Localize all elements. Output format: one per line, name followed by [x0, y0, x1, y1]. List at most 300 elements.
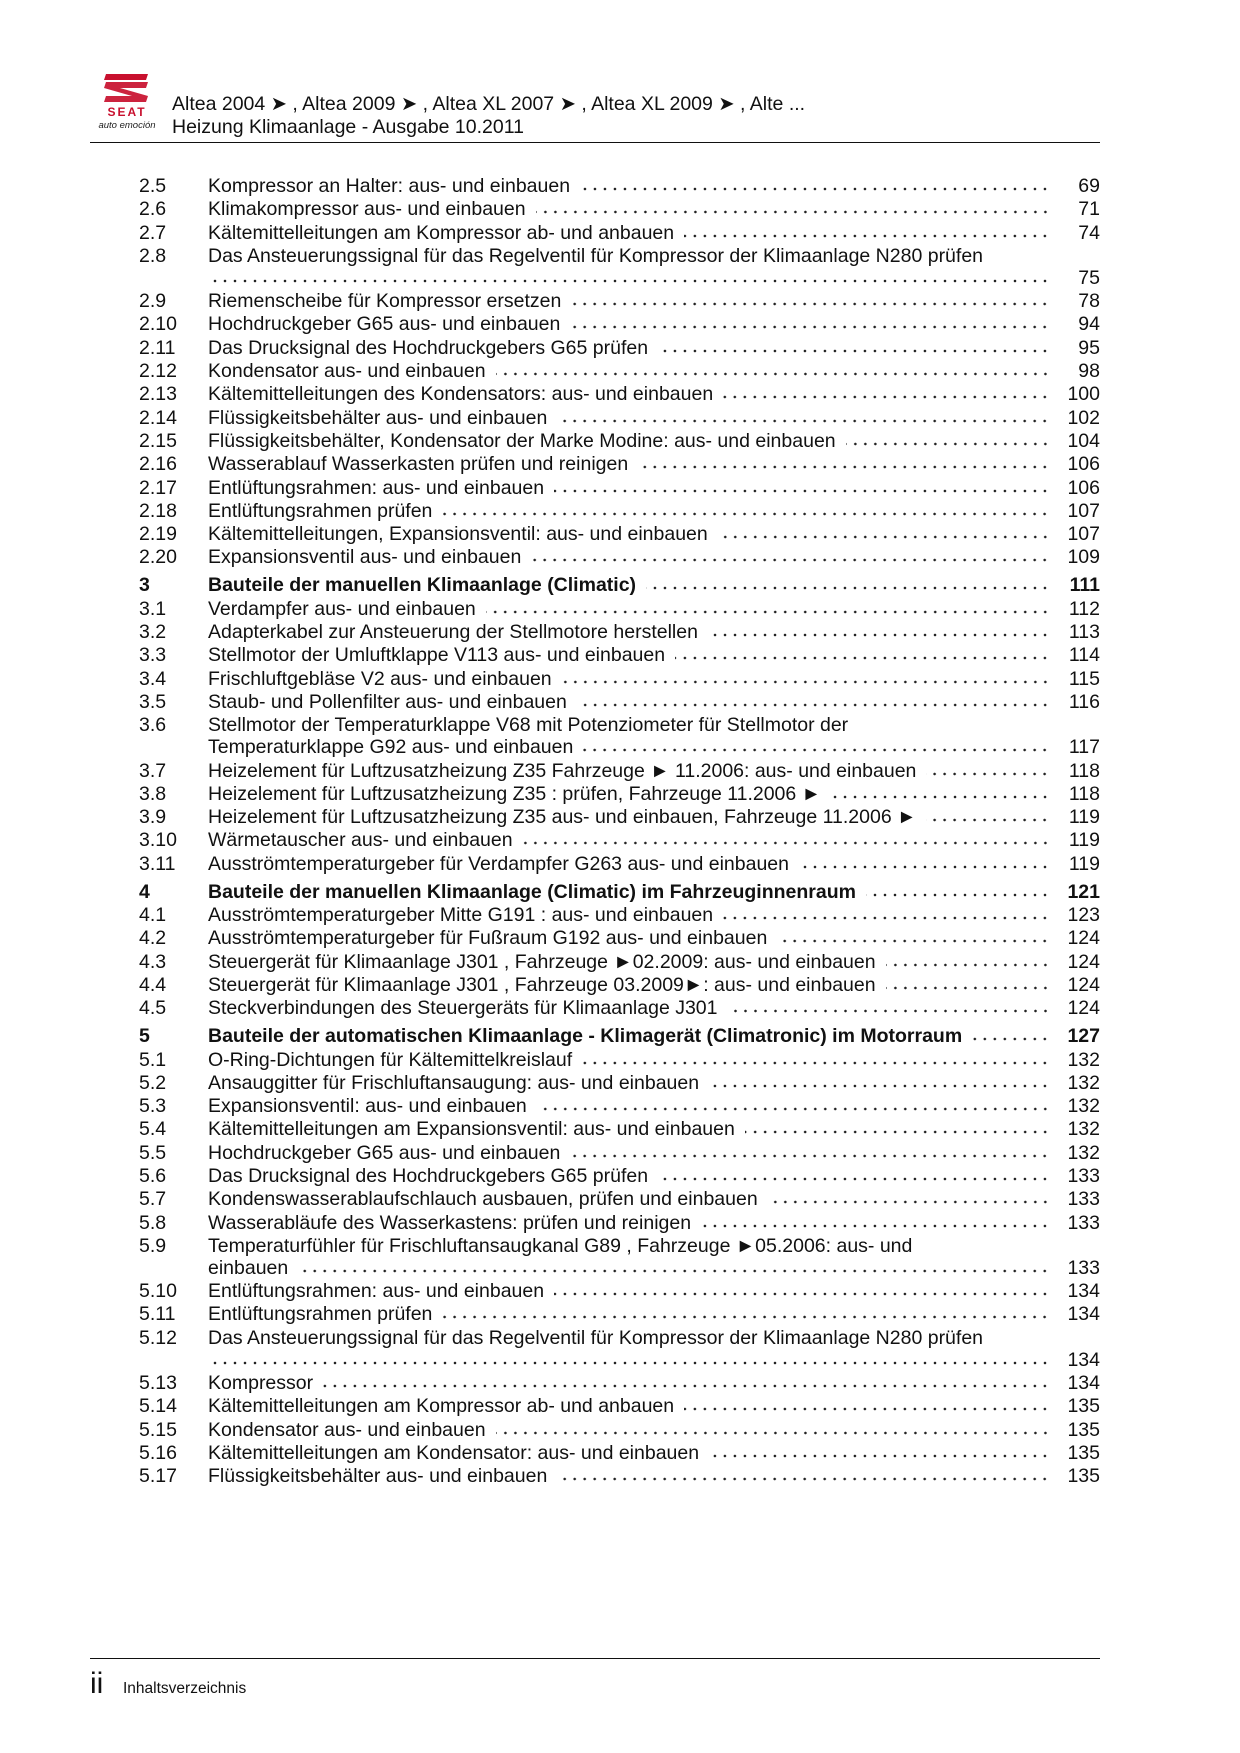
- toc-page-number: 132: [1067, 1048, 1100, 1071]
- toc-entry-title-continued: Temperaturklappe G92 aus- und einbauen: [208, 736, 574, 759]
- toc-page-number: 75: [1078, 266, 1100, 289]
- toc-page-number: 78: [1078, 290, 1100, 313]
- toc-page-number: 124: [1067, 927, 1100, 950]
- toc-entry-number: 3.5: [139, 690, 167, 713]
- toc-entry-number: 2.12: [139, 360, 177, 383]
- toc-entry-title: Kältemittelleitungen am Kompressor ab- und anbauen: [208, 1395, 675, 1418]
- toc-entry-number: 2.9: [139, 290, 167, 313]
- toc-entry-row[interactable]: [139, 430, 1100, 452]
- toc-entry-title: Flüssigkeitsbehälter aus- und einbauen: [208, 406, 548, 429]
- toc-page-number: 69: [1078, 175, 1100, 197]
- toc-entry-row[interactable]: [139, 1303, 1100, 1325]
- toc-entry-number: 4: [139, 880, 150, 903]
- toc-entry-body: [208, 1303, 1100, 1325]
- dot-leader: [580, 187, 1050, 191]
- toc-page-number: 135: [1067, 1418, 1100, 1441]
- toc-page-number: 133: [1067, 1256, 1100, 1279]
- dot-leader: [723, 395, 1050, 399]
- toc-page-number: 134: [1067, 1280, 1100, 1303]
- toc-entry-number: 3.8: [139, 782, 167, 805]
- dot-leader: [675, 656, 1050, 660]
- svg-text:auto emoción: auto emoción: [98, 120, 156, 130]
- seat-logo-icon: [90, 70, 164, 130]
- toc-entry-number: 3.9: [139, 806, 167, 829]
- toc-entry-row[interactable]: [139, 1072, 1100, 1094]
- toc-entry-title: Steuergerät für Klimaanlage J301 , Fahrzeuge ►02.2009: aus- und einbauen: [208, 950, 876, 973]
- toc-entry-number: 5.17: [139, 1465, 177, 1488]
- toc-entry-row[interactable]: [139, 1188, 1100, 1210]
- toc-entry-number: 2.20: [139, 546, 177, 569]
- toc-entry-row[interactable]: [139, 1118, 1100, 1140]
- toc-page-number: 135: [1067, 1465, 1100, 1488]
- toc-entry-title: Kältemittelleitungen am Kondensator: aus- und einbauen: [208, 1441, 700, 1464]
- toc-entry-body: [208, 1372, 1100, 1394]
- toc-entry-body: [208, 245, 1100, 289]
- toc-entry-title: Wärmetauscher aus- und einbauen: [208, 829, 513, 852]
- toc-entry-title: Riemenscheibe für Kompressor ersetzen: [208, 290, 562, 313]
- toc-entry-number: 4.1: [139, 904, 167, 927]
- toc-page-number: 107: [1067, 523, 1100, 546]
- toc-page-number: 135: [1067, 1441, 1100, 1464]
- toc-page-number: 112: [1068, 597, 1100, 620]
- toc-entry-body: [208, 523, 1100, 545]
- dot-leader: [562, 680, 1050, 684]
- toc-entry-body: [208, 337, 1100, 359]
- toc-entry-number: 5: [139, 1025, 150, 1048]
- toc-entry-row[interactable]: [139, 523, 1100, 545]
- toc-entry-title: Kältemittelleitungen am Expansionsventil: aus- und einbauen: [208, 1118, 735, 1141]
- toc-entry-number: 4.3: [139, 950, 167, 973]
- toc-entry-body: [208, 1095, 1100, 1117]
- toc-entry-row[interactable]: [139, 853, 1100, 875]
- toc-entry-body: [208, 904, 1100, 926]
- toc-entry-number: 2.6: [139, 198, 167, 221]
- toc-entry-row[interactable]: [139, 760, 1100, 782]
- dot-leader: [972, 1037, 1050, 1041]
- dot-leader: [777, 939, 1050, 943]
- toc-entry-body: [208, 806, 1100, 828]
- dot-leader: [708, 633, 1050, 637]
- toc-entry-row[interactable]: [139, 500, 1100, 522]
- toc-entry-body: [208, 222, 1100, 244]
- dot-leader: [496, 372, 1050, 376]
- toc-page-number: 95: [1078, 336, 1100, 359]
- toc-entry-row[interactable]: [139, 691, 1100, 713]
- toc-page-number: 109: [1067, 546, 1100, 569]
- toc-entry-body: [208, 574, 1100, 596]
- toc-entry-body: [208, 1419, 1100, 1441]
- dot-leader: [298, 1269, 1050, 1273]
- toc-entry-body: [208, 477, 1100, 499]
- toc-entry-title: Kompressor an Halter: aus- und einbauen: [208, 175, 571, 197]
- toc-entry-body: [208, 997, 1100, 1019]
- toc-entry-row[interactable]: [139, 198, 1100, 220]
- dot-leader: [496, 1431, 1050, 1435]
- toc-entry-row[interactable]: [139, 904, 1100, 926]
- toc-entry-row[interactable]: [139, 1395, 1100, 1417]
- dot-leader: [718, 535, 1050, 539]
- toc-entry-body: [208, 313, 1100, 335]
- toc-entry-row[interactable]: [139, 1442, 1100, 1464]
- toc-page-number: 114: [1068, 644, 1100, 667]
- toc-entry-title: Bauteile der manuellen Klimaanlage (Climatic): [208, 574, 637, 597]
- toc-page-number: 106: [1067, 476, 1100, 499]
- toc-entry-number: 5.5: [139, 1141, 167, 1164]
- toc-entry-title: Das Ansteuerungssignal für das Regelventil für Kompressor der Klimaanlage N280 prüfen: [208, 244, 984, 267]
- toc-entry-title: Ausströmtemperaturgeber für Fußraum G192 aus- und einbauen: [208, 927, 768, 950]
- toc-entry-title: Das Ansteuerungssignal für das Regelventil für Kompressor der Klimaanlage N280 prüfen: [208, 1326, 984, 1349]
- toc-page-number: 116: [1068, 690, 1100, 713]
- dot-leader: [323, 1384, 1050, 1388]
- toc-page-number: 123: [1067, 904, 1100, 927]
- dot-leader: [926, 772, 1050, 776]
- toc-entry-title: Flüssigkeitsbehälter aus- und einbauen: [208, 1465, 548, 1488]
- header-manual-title: Heizung Klimaanlage - Ausgabe 10.2011: [172, 116, 524, 138]
- dot-leader: [554, 1292, 1050, 1296]
- toc-entry-number: 4.5: [139, 997, 167, 1020]
- toc-page-number: 135: [1067, 1395, 1100, 1418]
- dot-leader: [582, 1061, 1050, 1065]
- toc-entry-row[interactable]: [139, 1165, 1100, 1187]
- dot-leader: [886, 963, 1050, 967]
- toc-entry-body: [208, 621, 1100, 643]
- toc-entry-row[interactable]: [139, 1049, 1100, 1071]
- toc-entry-row[interactable]: [139, 1235, 1100, 1279]
- header-vehicle-models: Altea 2004 ➤ , Altea 2009 ➤ , Altea XL 2007 ➤ , Altea XL 2009 ➤ , Alte ...: [172, 93, 806, 115]
- toc-entry-title: Entlüftungsrahmen: aus- und einbauen: [208, 1280, 545, 1303]
- toc-entry-number: 2.14: [139, 406, 177, 429]
- toc-page-number: 127: [1067, 1025, 1100, 1048]
- toc-entry-body: [208, 881, 1100, 903]
- toc-entry-title: Expansionsventil: aus- und einbauen: [208, 1095, 527, 1118]
- dot-leader: [723, 916, 1050, 920]
- dot-leader: [208, 279, 1050, 283]
- dot-leader: [846, 442, 1050, 446]
- toc-entry-body: [208, 714, 1100, 758]
- dot-leader: [684, 1407, 1050, 1411]
- toc-entry-number: 2.17: [139, 476, 177, 499]
- toc-entry-number: 2.10: [139, 313, 177, 336]
- toc-entry-title: Bauteile der manuellen Klimaanlage (Climatic) im Fahrzeuginnenraum: [208, 880, 856, 903]
- toc-entry-row[interactable]: [139, 668, 1100, 690]
- toc-page-number: 107: [1067, 499, 1100, 522]
- toc-entry-row[interactable]: [139, 383, 1100, 405]
- toc-page-number: 132: [1067, 1071, 1100, 1094]
- toc-entry-title: Das Drucksignal des Hochdruckgebers G65 prüfen: [208, 1164, 649, 1187]
- toc-entry-body: [208, 290, 1100, 312]
- toc-entry-number: 4.4: [139, 973, 167, 996]
- dot-leader: [646, 586, 1050, 590]
- toc-entry-number: 5.10: [139, 1280, 177, 1303]
- toc-entry-number: 3: [139, 574, 150, 597]
- toc-entry-body: [208, 1072, 1100, 1094]
- toc-entry-title: Wasserablauf Wasserkasten prüfen und reinigen: [208, 453, 629, 476]
- toc-page-number: 133: [1067, 1164, 1100, 1187]
- toc-entry-number: 5.1: [139, 1048, 167, 1071]
- toc-entry-number: 2.15: [139, 429, 177, 452]
- toc-page-number: 124: [1067, 973, 1100, 996]
- toc-entry-body: [208, 546, 1100, 568]
- toc-entry-title: Ansauggitter für Frischluftansaugung: aus- und einbauen: [208, 1071, 700, 1094]
- dot-leader: [208, 1361, 1050, 1365]
- toc-entry-body: [208, 951, 1100, 973]
- toc-entry-row[interactable]: [139, 806, 1100, 828]
- toc-entry-body: [208, 691, 1100, 713]
- toc-entry-row[interactable]: [139, 407, 1100, 429]
- toc-page-number: 100: [1067, 383, 1100, 406]
- toc-entry-number: 5.11: [139, 1303, 176, 1326]
- toc-chapter-row[interactable]: [139, 881, 1100, 903]
- toc-entry-title: Kondensator aus- und einbauen: [208, 1418, 486, 1441]
- toc-entry-number: 5.8: [139, 1211, 167, 1234]
- footer-divider: [90, 1658, 1100, 1659]
- toc-entry-body: [208, 175, 1100, 197]
- footer-section-label: Inhaltsverzeichnis: [123, 1680, 247, 1697]
- toc-page-number: 74: [1078, 221, 1100, 244]
- toc-entry-row[interactable]: [139, 477, 1100, 499]
- toc-entry-row[interactable]: [139, 1327, 1100, 1371]
- toc-entry-title: Ausströmtemperaturgeber für Verdampfer G263 aus- und einbauen: [208, 852, 790, 875]
- dot-leader: [684, 234, 1050, 238]
- toc-entry-title: Kondenswasserablaufschlauch ausbauen, prüfen und einbauen: [208, 1188, 758, 1211]
- toc-entry-number: 3.2: [139, 621, 167, 644]
- toc-entry-number: 5.13: [139, 1372, 177, 1395]
- toc-entry-row[interactable]: [139, 313, 1100, 335]
- toc-page-number: 134: [1067, 1348, 1100, 1371]
- toc-chapter-row[interactable]: [139, 574, 1100, 596]
- toc-entry-number: 5.2: [139, 1071, 167, 1094]
- toc-entry-body: [208, 927, 1100, 949]
- toc-entry-row[interactable]: [139, 997, 1100, 1019]
- toc-entry-row[interactable]: [139, 1372, 1100, 1394]
- toc-entry-row[interactable]: [139, 1280, 1100, 1302]
- toc-page-number: 106: [1067, 453, 1100, 476]
- toc-entry-body: [208, 1465, 1100, 1487]
- toc-entry-title-continued: einbauen: [208, 1256, 289, 1279]
- dot-leader: [537, 1107, 1050, 1111]
- toc-entry-title: Entlüftungsrahmen: aus- und einbauen: [208, 476, 545, 499]
- toc-entry-row[interactable]: [139, 245, 1100, 289]
- toc-entry-number: 2.18: [139, 499, 177, 522]
- toc-page-number: 134: [1067, 1372, 1100, 1395]
- toc-entry-body: [208, 1280, 1100, 1302]
- dot-leader: [523, 841, 1050, 845]
- toc-page-number: 133: [1067, 1188, 1100, 1211]
- toc-entry-number: 5.15: [139, 1418, 177, 1441]
- toc-entry-row[interactable]: [139, 927, 1100, 949]
- toc-entry-body: [208, 1235, 1100, 1279]
- toc-entry-number: 5.7: [139, 1188, 167, 1211]
- toc-entry-row[interactable]: [139, 337, 1100, 359]
- toc-entry-number: 5.9: [139, 1234, 167, 1257]
- toc-entry-number: 2.7: [139, 221, 167, 244]
- toc-page-number: 102: [1067, 406, 1100, 429]
- toc-entry-row[interactable]: [139, 829, 1100, 851]
- toc-entry-number: 5.12: [139, 1326, 177, 1349]
- dot-leader: [570, 1154, 1050, 1158]
- toc-entry-number: 3.4: [139, 667, 167, 690]
- dot-leader: [745, 1130, 1050, 1134]
- toc-entry-number: 4.2: [139, 927, 167, 950]
- toc-entry-body: [208, 668, 1100, 690]
- dot-leader: [577, 703, 1050, 707]
- toc-entry-title: Frischluftgebläse V2 aus- und einbauen: [208, 667, 552, 690]
- toc-entry-title: Kondensator aus- und einbauen: [208, 360, 486, 383]
- toc-page-number: 118: [1068, 782, 1100, 805]
- dot-leader: [583, 748, 1050, 752]
- toc-entry-number: 5.4: [139, 1118, 167, 1141]
- toc-entry-title: Steuergerät für Klimaanlage J301 , Fahrzeuge 03.2009►: aus- und einbauen: [208, 973, 876, 996]
- dot-leader: [658, 1177, 1050, 1181]
- toc-page-number: 119: [1068, 829, 1100, 852]
- toc-entry-number: 3.7: [139, 759, 167, 782]
- toc-entry-number: 5.16: [139, 1441, 177, 1464]
- toc-entry-body: [208, 430, 1100, 452]
- toc-page-number: 104: [1067, 429, 1100, 452]
- dot-leader: [728, 1009, 1051, 1013]
- toc-entry-title: Steckverbindungen des Steuergeräts für Klimaanlage J301: [208, 997, 718, 1020]
- toc-entry-title: Entlüftungsrahmen prüfen: [208, 499, 433, 522]
- toc-entry-body: [208, 1442, 1100, 1464]
- toc-entry-title: Staub- und Pollenfilter aus- und einbauen: [208, 690, 567, 713]
- dot-leader: [571, 302, 1050, 306]
- toc-entry-number: 3.11: [139, 852, 176, 875]
- toc-entry-title: Wasserabläufe des Wasserkastens: prüfen und reinigen: [208, 1211, 692, 1234]
- toc-entry-title: O-Ring-Dichtungen für Kältemittelkreislauf: [208, 1048, 573, 1071]
- toc-entry-number: 2.19: [139, 523, 177, 546]
- toc-page-number: 111: [1069, 574, 1100, 597]
- dot-leader: [709, 1454, 1050, 1458]
- toc-entry-title: Hochdruckgeber G65 aus- und einbauen: [208, 1141, 561, 1164]
- toc-page-number: 98: [1078, 360, 1100, 383]
- toc-entry-row[interactable]: [139, 644, 1100, 666]
- toc-page-number: 118: [1068, 759, 1100, 782]
- toc-entry-number: 2.11: [139, 336, 176, 359]
- toc-entry-body: [208, 1142, 1100, 1164]
- toc-entry-body: [208, 198, 1100, 220]
- toc-entry-row[interactable]: [139, 951, 1100, 973]
- toc-entry-number: 2.5: [139, 175, 167, 197]
- toc-entry-body: [208, 383, 1100, 405]
- toc-page-number: 133: [1067, 1211, 1100, 1234]
- toc-page-number: 121: [1067, 880, 1100, 903]
- toc-entry-body: [208, 500, 1100, 522]
- footer-page-number: ii: [90, 1667, 104, 1700]
- dot-leader: [768, 1200, 1050, 1204]
- toc-entry-row[interactable]: [139, 1212, 1100, 1234]
- toc-page-number: 119: [1068, 806, 1100, 829]
- toc-page-number: 115: [1068, 667, 1100, 690]
- toc-entry-body: [208, 598, 1100, 620]
- toc-entry-title: Das Drucksignal des Hochdruckgebers G65 prüfen: [208, 336, 649, 359]
- toc-entry-body: [208, 1025, 1100, 1047]
- toc-entry-row[interactable]: [139, 598, 1100, 620]
- toc-entry-body: [208, 1165, 1100, 1187]
- toc-entry-row[interactable]: [139, 546, 1100, 568]
- toc-entry-title: Kältemittelleitungen des Kondensators: aus- und einbauen: [208, 383, 714, 406]
- toc-entry-body: [208, 1188, 1100, 1210]
- toc-entry-row[interactable]: [139, 1465, 1100, 1487]
- toc-entry-title: Temperaturfühler für Frischluftansaugkanal G89 , Fahrzeuge ►05.2006: aus- und: [208, 1234, 913, 1257]
- toc-entry-body: [208, 1212, 1100, 1234]
- toc-page-number: 113: [1068, 621, 1100, 644]
- dot-leader: [531, 558, 1050, 562]
- toc-page-number: 132: [1067, 1095, 1100, 1118]
- toc-entry-title: Heizelement für Luftzusatzheizung Z35 : prüfen, Fahrzeuge 11.2006 ►: [208, 782, 821, 805]
- toc-entry-row[interactable]: [139, 222, 1100, 244]
- toc-entry-body: [208, 407, 1100, 429]
- dot-leader: [926, 818, 1050, 822]
- toc-chapter-row[interactable]: [139, 1025, 1100, 1047]
- toc-entry-title: Kompressor: [208, 1372, 314, 1395]
- dot-leader: [701, 1224, 1050, 1228]
- toc-entry-title: Adapterkabel zur Ansteuerung der Stellmotore herstellen: [208, 621, 698, 644]
- toc-entry-title: Ausströmtemperaturgeber Mitte G191 : aus- und einbauen: [208, 904, 714, 927]
- toc-entry-body: [208, 853, 1100, 875]
- toc-entry-title: Stellmotor der Temperaturklappe V68 mit Potenziometer für Stellmotor der: [208, 714, 849, 737]
- toc-page-number: 134: [1067, 1303, 1100, 1326]
- toc-entry-number: 5.6: [139, 1164, 167, 1187]
- toc-entry-number: 2.13: [139, 383, 177, 406]
- toc-entry-title: Hochdruckgeber G65 aus- und einbauen: [208, 313, 561, 336]
- toc-page-number: 94: [1078, 313, 1100, 336]
- toc-entry-number: 2.8: [139, 244, 167, 267]
- toc-entry-row[interactable]: [139, 1419, 1100, 1441]
- toc-page-number: 124: [1067, 997, 1100, 1020]
- dot-leader: [442, 1315, 1050, 1319]
- svg-text:SEAT: SEAT: [107, 105, 147, 119]
- toc-entry-title: Entlüftungsrahmen prüfen: [208, 1303, 433, 1326]
- toc-entry-title: Expansionsventil aus- und einbauen: [208, 546, 522, 569]
- dot-leader: [709, 1084, 1050, 1088]
- toc-entry-title: Stellmotor der Umluftklappe V113 aus- und einbauen: [208, 644, 666, 667]
- toc-entry-title: Klimakompressor aus- und einbauen: [208, 198, 526, 221]
- toc-entry-row[interactable]: [139, 783, 1100, 805]
- dot-leader: [799, 865, 1050, 869]
- dot-leader: [486, 610, 1050, 614]
- toc-entry-body: [208, 1118, 1100, 1140]
- toc-entry-row[interactable]: [139, 1095, 1100, 1117]
- toc-entry-title: Bauteile der automatischen Klimaanlage - Klimagerät (Climatronic) im Motorraum: [208, 1025, 963, 1048]
- dot-leader: [442, 512, 1050, 516]
- dot-leader: [554, 489, 1050, 493]
- toc-entry-row[interactable]: [139, 974, 1100, 996]
- toc-entry-title: Heizelement für Luftzusatzheizung Z35 Fahrzeuge ► 11.2006: aus- und einbauen: [208, 759, 917, 782]
- toc-entry-number: 5.14: [139, 1395, 177, 1418]
- toc-entry-body: [208, 974, 1100, 996]
- toc-entry-body: [208, 760, 1100, 782]
- dot-leader: [638, 465, 1050, 469]
- toc-entry-row[interactable]: [139, 453, 1100, 475]
- toc-entry-row[interactable]: [139, 290, 1100, 312]
- toc-entry-row[interactable]: [139, 621, 1100, 643]
- dot-leader: [557, 1477, 1050, 1481]
- dot-leader: [557, 419, 1050, 423]
- toc-page-number: 132: [1067, 1141, 1100, 1164]
- toc-page-number: 117: [1068, 736, 1100, 759]
- toc-entry-body: [208, 644, 1100, 666]
- toc-entry-body: [208, 1395, 1100, 1417]
- table-of-contents: [139, 175, 1100, 1487]
- toc-entry-row[interactable]: [139, 1142, 1100, 1164]
- dot-leader: [886, 986, 1050, 990]
- toc-page-number: 71: [1078, 198, 1100, 221]
- toc-entry-row[interactable]: [139, 175, 1100, 197]
- toc-entry-row[interactable]: [139, 714, 1100, 758]
- toc-entry-title: Kältemittelleitungen am Kompressor ab- und anbauen: [208, 221, 675, 244]
- toc-page-number: 132: [1067, 1118, 1100, 1141]
- toc-entry-row[interactable]: [139, 360, 1100, 382]
